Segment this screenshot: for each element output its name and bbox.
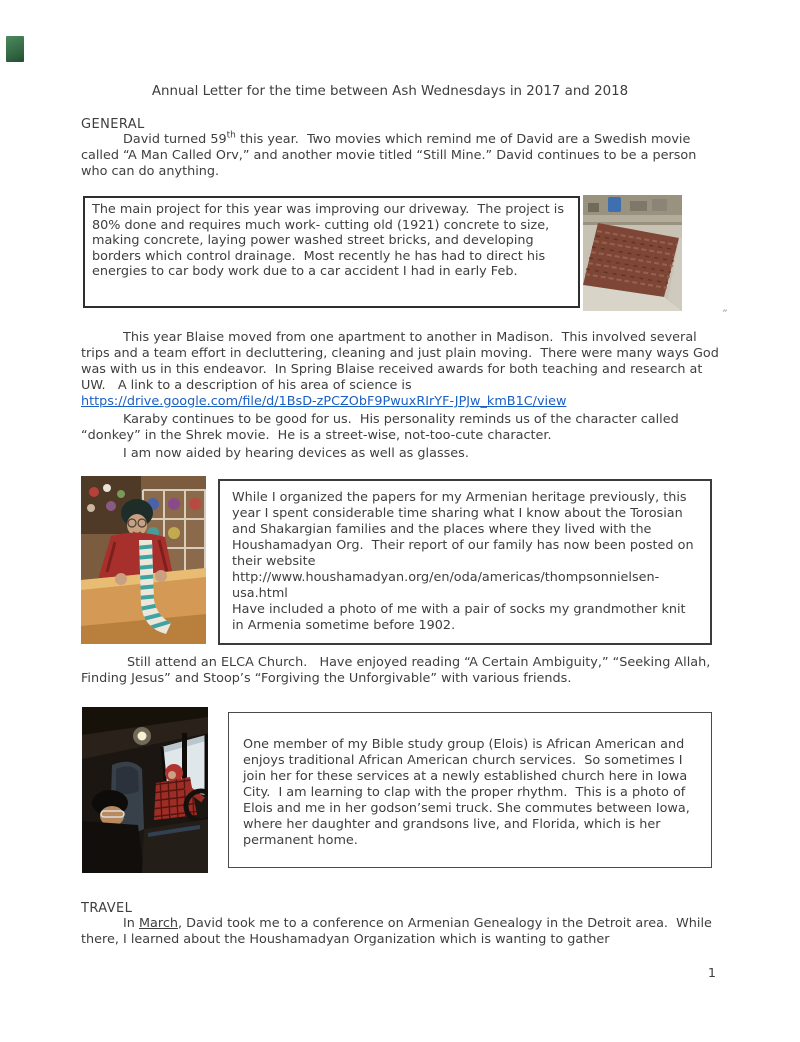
church-paragraph: Still attend an ELCA Church. Have enjoyed reading “A Certain Ambiguity,” “Seeking Allah, Finding Jesus” and Stoop’s “Forgiving the Unforgivable” with various friends. <box>81 655 715 686</box>
armenian-box-text: While I organized the papers for my Armenian heritage previously, this year I spent considerable time sharing what I know about the Torosian and Shakargian families and the places where they lived with the Houshamadyan Org. Their report of our family has now been posted on their website <box>232 490 698 569</box>
bible-study-box-text: One member of my Bible study group (Elois) is African American and enjoys traditional African American church services. So sometimes I join her for these services at a newly established church here in Iowa City. I am learning to clap with the proper rhythm. This is a photo of Elois and me in her godson’semi truck. She commutes between Iowa, where her daughter and grandsons live, and Florida, which is her permanent home. <box>243 737 694 848</box>
page-number: 1 <box>707 966 717 981</box>
scan-artifact-edge-mark <box>721 308 728 324</box>
march-underlined: March <box>138 916 178 931</box>
intro-paragraph <box>81 132 711 180</box>
socks-photo-graphic <box>81 476 206 644</box>
intro-text-pre: David turned 59 <box>123 132 227 147</box>
armenian-heritage-box <box>218 479 712 645</box>
intro-text-post: this year. Two movies which remind me of David are a Swedish movie called “A Man Called Orv,” and another movie titled “Still Mine.” David continues to be a person who can do anything. <box>81 132 701 179</box>
section-heading-travel: TRAVEL <box>81 901 133 916</box>
driveway-project-box <box>83 196 580 308</box>
bible-study-box <box>228 712 712 868</box>
blaise-paragraph <box>81 330 721 410</box>
blaise-text: This year Blaise moved from one apartment to another in Madison. This involved several trips and a team effort in decluttering, cleaning and just plain moving. There were many ways God was with us in this endeavor. In Spring Blaise received awards for both teaching and research at UW. A link to a description of his area of science is <box>81 330 723 393</box>
hearing-paragraph: I am now aided by hearing devices as well as glasses. <box>123 446 469 461</box>
scan-artifact-green-mark <box>6 36 24 62</box>
general-paragraphs <box>81 330 721 464</box>
socks-photo <box>81 476 206 644</box>
drive-link[interactable]: https://drive.google.com/file/d/1BsD-zPCZObF9PwuxRIrYF-JPJw_kmB1C/view <box>81 394 567 409</box>
houshamadyan-url: http://www.houshamadyan.org/en/oda/americas/thompsonnielsen-usa.html <box>232 570 660 601</box>
karaby-paragraph: Karaby continues to be good for us. His personality reminds us of the character called “donkey” in the Shrek movie. He is a street-wise, not-too-cute character. <box>81 412 683 443</box>
ordinal-suffix: th <box>226 130 236 141</box>
letter-title: Annual Letter for the time between Ash Wednesdays in 2017 and 2018 <box>151 84 629 99</box>
travel-text-pre: In <box>123 916 139 931</box>
armenian-box-closing: Have included a photo of me with a pair of socks my grandmother knit in Armenia sometime before 1902. <box>232 602 690 633</box>
travel-paragraph <box>81 916 721 948</box>
driveway-photo <box>583 195 682 311</box>
section-heading-general: GENERAL <box>81 117 145 132</box>
truck-photo-graphic <box>82 707 208 873</box>
truck-photo <box>82 707 208 873</box>
travel-text-post: , David took me to a conference on Armenian Genealogy in the Detroit area. While there, I learned about the Houshamadyan Organization which is wanting to gather <box>81 916 716 947</box>
driveway-box-text: The main project for this year was improving our driveway. The project is 80% done and requires much work- cutting old (1921) concrete to size, making concrete, laying power washed street bricks, and developing borders which control drainage. Most recently he has had to direct his energies to car body work due to a car accident I had in early Feb. <box>92 202 569 280</box>
driveway-photo-graphic <box>583 195 682 311</box>
